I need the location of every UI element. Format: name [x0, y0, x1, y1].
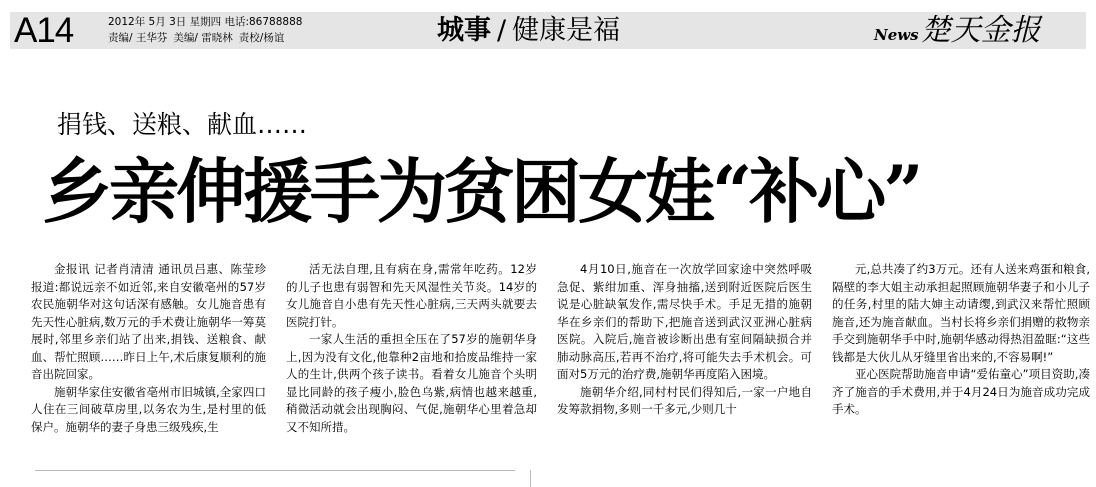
divider [35, 470, 515, 471]
masthead-logo [874, 14, 1041, 52]
paragraph: 施朝华家住安徽省亳州市旧城镇,全家四口人住在三间破草房里,以务农为生,是村里的低保户。施朝华的妻子身患三级残疾,生 [31, 384, 266, 434]
article-column-2 [286, 261, 537, 436]
article-headline: 乡亲伸援手为贫困女娃“补心” [42, 150, 921, 233]
divider [530, 470, 531, 487]
page-number: A14 [14, 11, 74, 50]
article-column-1 [31, 261, 266, 436]
paragraph: 施朝华介绍,同村村民们得知后,一家一户地自发筹款捐物,多则一千多元,少则几十 [557, 384, 812, 416]
section-title: 城事 / 健康是福 [437, 15, 621, 46]
masthead-name: 楚天金报 [920, 13, 1041, 48]
designer-credit: 美编/ 雷晓林 [173, 32, 233, 44]
article-column-3 [557, 261, 812, 419]
paragraph: 活无法自理,且有病在身,需常年吃药。12岁的儿子也患有弱智和先天风湿性关节炎。14岁的女儿施音自小患有先天性心脏病,三天两头就要去医院打针。 [286, 262, 537, 329]
section-subtitle: 健康是福 [512, 15, 621, 46]
issue-date: 2012年 5月 3日 [108, 16, 187, 28]
paragraph: 4月10日,施音在一次放学回家途中突然呼吸急促、紫绀加重、浑身抽搐,送到附近医院后医生说是心脏缺氧发作,需尽快手术。手足无措的施朝华在乡亲们的帮助下,把施音送到武汉亚洲心脏病医院。入院后,施音被诊断出患有室间隔缺损合并肺动脉高压,若再不治疗,将可能失去手术机会。可面对5万元的治疗费,施朝华再度陷入困境。 [557, 262, 812, 381]
article-kicker: 捐钱、送粮、献血…… [57, 110, 308, 139]
section-name: 城事 [437, 15, 491, 46]
contact-phone: 电话:86788888 [224, 16, 303, 28]
editor-credit: 责编/ 王华芬 [108, 32, 168, 44]
article-column-4 [832, 261, 1090, 419]
paragraph: 元,总共凑了约3万元。还有人送来鸡蛋和粮食,隔壁的李大姐主动承担起照顾施朝华妻子和小儿子的任务,村里的陆大婶主动请缨,到武汉来帮忙照顾施音,还为施音献血。当村长将乡亲们捐赠的救物亲手交到施朝华手中时,施朝华感动得热泪盈眶:“这些钱都是大伙儿从牙缝里省出来的,不容易啊!” [832, 262, 1090, 364]
news-label: News [874, 26, 919, 44]
issue-info [108, 16, 302, 29]
paragraph: 一家人生活的重担全压在了57岁的施朝华身上,因为没有文化,他靠种2亩地和拾废品维持一家人的生计,供两个孩子读书。看着女儿施音个头明显比同龄的孩子瘦小,脸色乌紫,病情也越来越重,稍微活动就会出现胸闷、气促,施朝华心里着急却又不知所措。 [286, 332, 537, 434]
issue-weekday: 星期四 [189, 16, 222, 28]
paragraph: 金报讯 记者肖清清 通讯员吕惠、陈莹珍报道:都说远亲不如近邻,来自安徽亳州的57岁农民施朝华对这句话深有感触。女儿施音患有先天性心脏病,数万元的手术费让施朝华一筹莫展时,邻里乡亲们站了出来,捐钱、送粮食、献血、帮忙照顾……昨日上午,术后康复顺利的施音出院回家。 [31, 262, 266, 381]
staff-credits [108, 32, 290, 45]
proofreader-credit: 责校/杨谊 [238, 32, 285, 44]
paragraph: 亚心医院帮助施音申请“爱佑童心”项目资助,凑齐了施音的手术费用,并于4月24日为施音成功完成手术。 [832, 367, 1090, 416]
